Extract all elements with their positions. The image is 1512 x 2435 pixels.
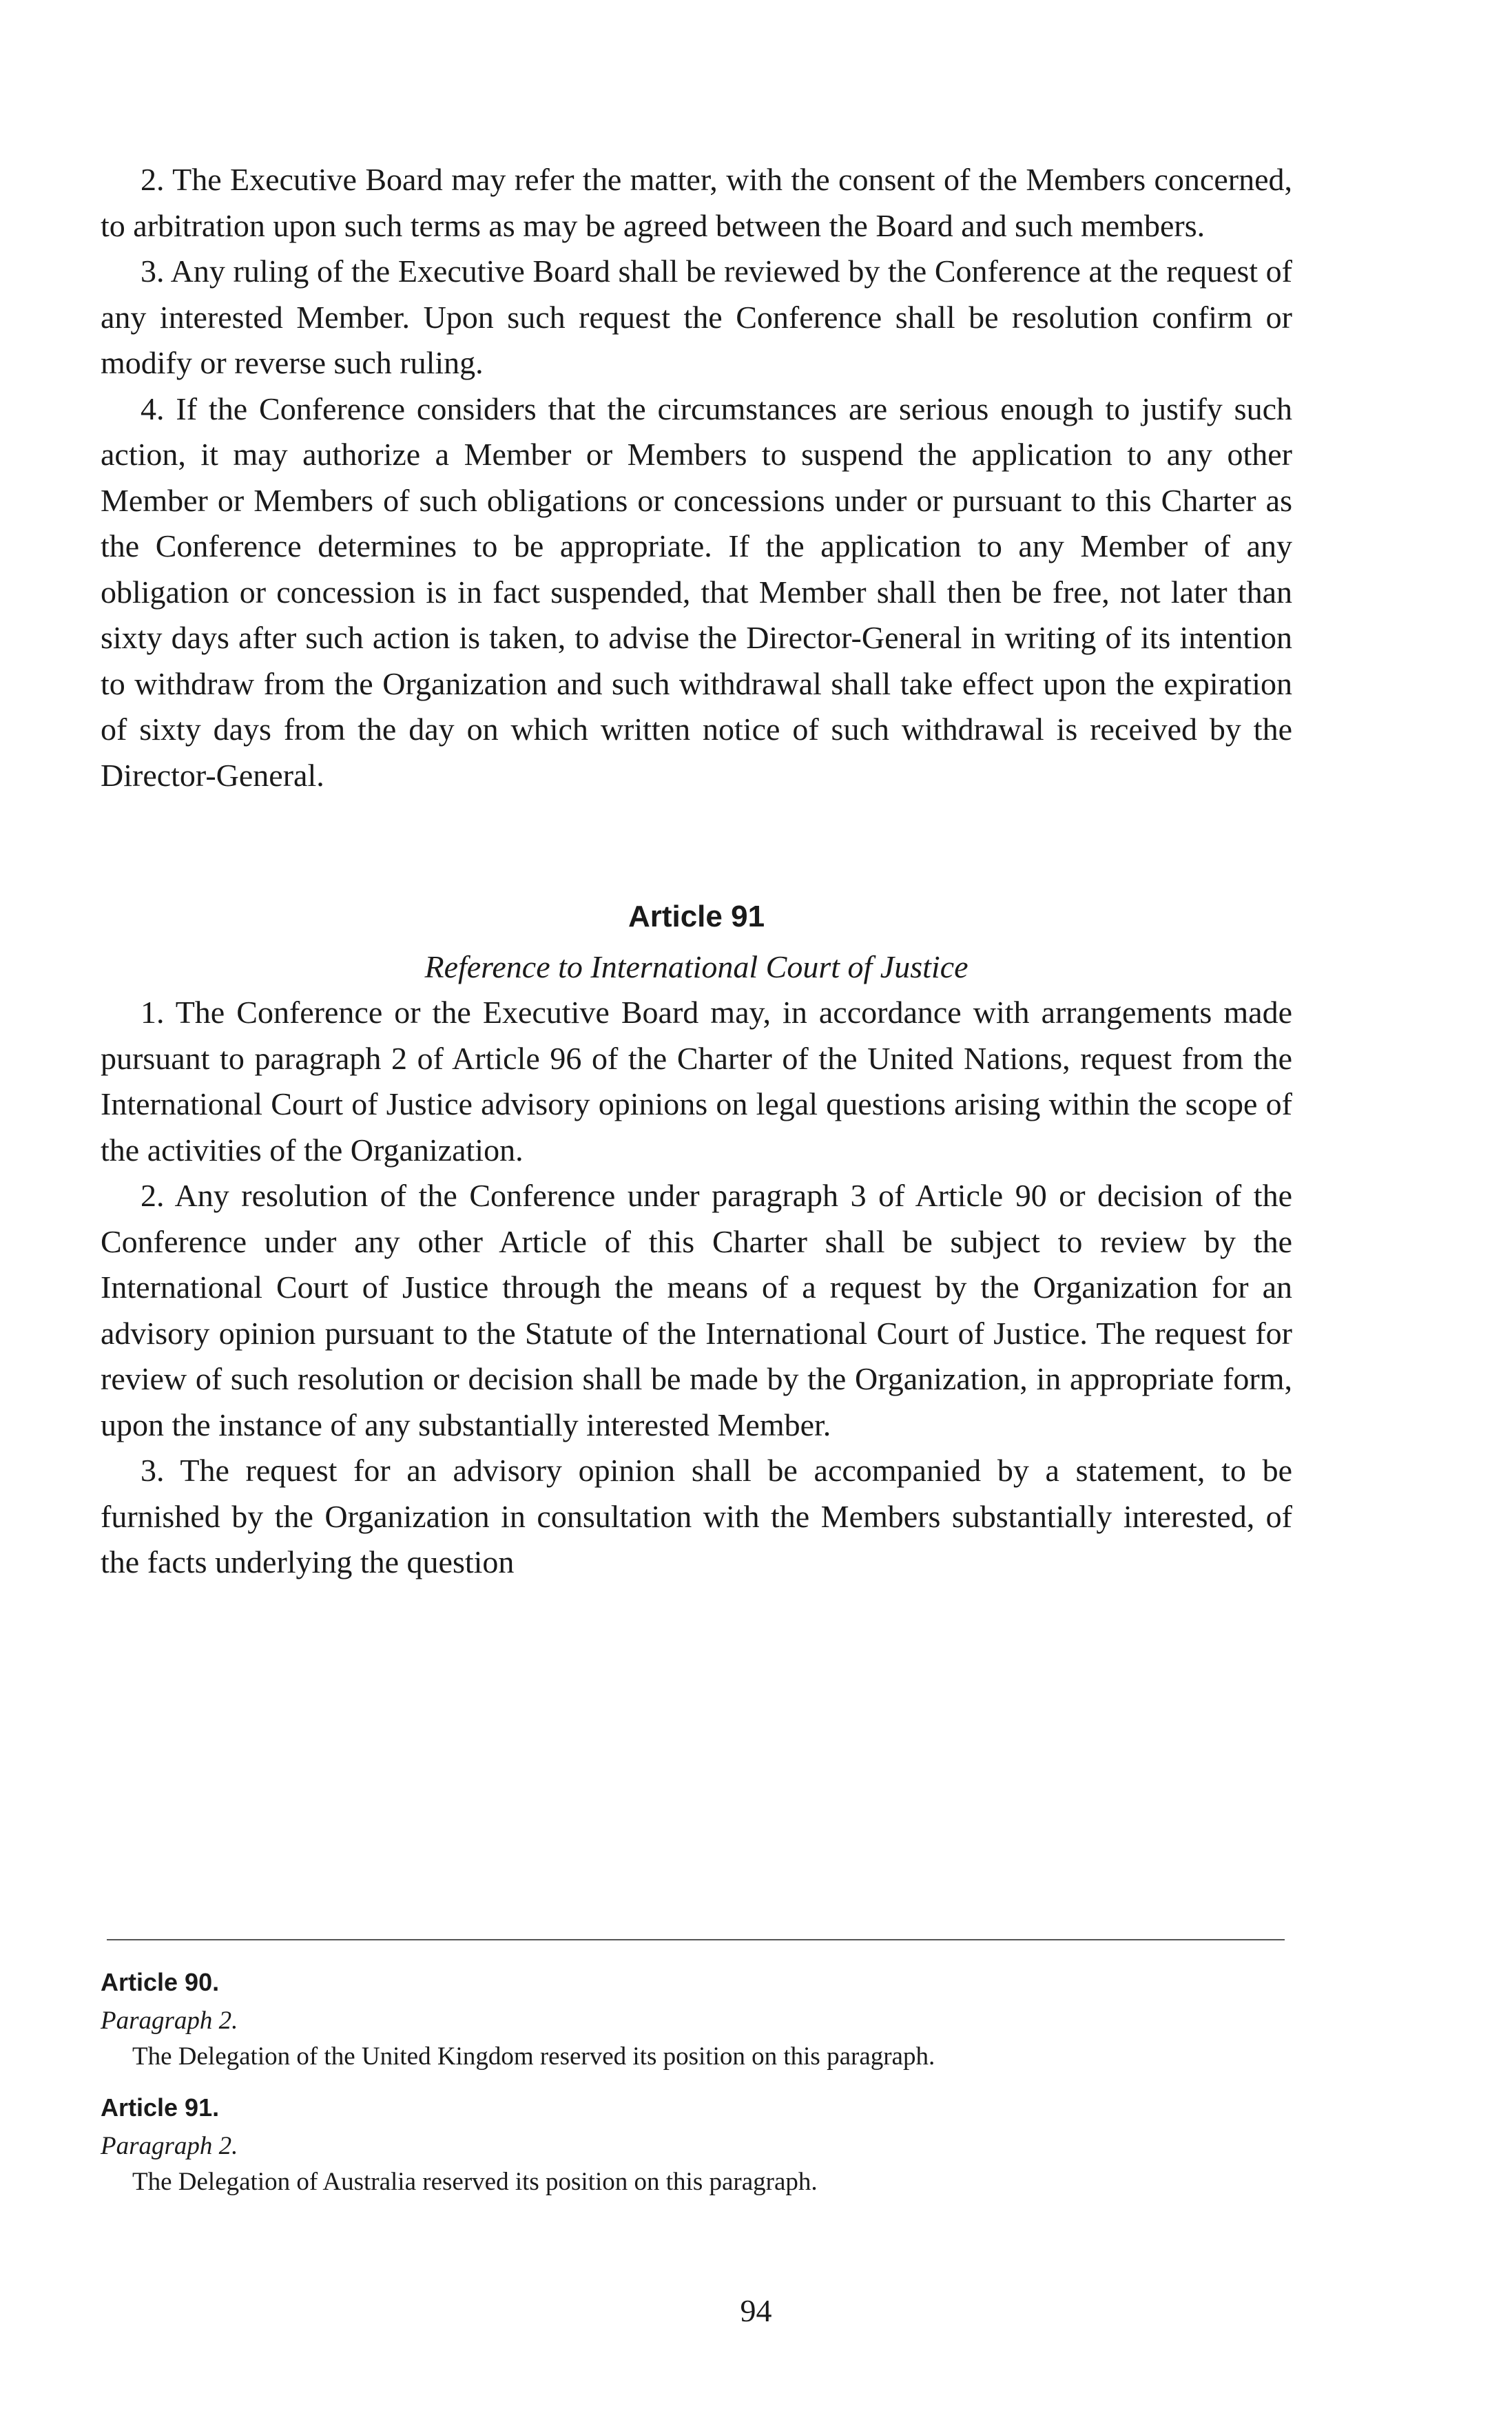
footnote-heading: Article 90. [101,1968,220,1996]
article-91-paragraph-2: 2. Any resolution of the Conference under paragraph 3 of Article 90 or decision of the Conference under any other Article of this Charter shall be subject to review by the International Court of Justice through the means of a request by the Organization for an advisory opinion pursuant to the Statute of the International Court of Justice. The request for review of such resolution or decision shall be made by the Organization, in appropriate form, upon the instance of any substantially interested Member. [101,1178,1292,1442]
paragraph-3-ruling-review: 3. Any ruling of the Executive Board shall be reviewed by the Conference at the request of any interested Member. Upon such request the Conference shall be resolution confirm or modify or reverse such ruling. [101,253,1292,380]
footnote-text: The Delegation of the United Kingdom reserved its position on this paragraph. [132,2042,935,2071]
footnote-text: The Delegation of Australia reserved its position on this paragraph. [132,2168,818,2196]
footnote-paragraph-ref: Paragraph 2. [101,2132,238,2160]
article-heading: Article 91 [628,900,765,933]
article-91-paragraph-3: 3. The request for an advisory opinion shall be accompanied by a statement, to be furnished by the Organization in consultation with the Members substantially interested, of the facts underlying the question [101,1453,1292,1579]
page-number: 94 [740,2293,772,2328]
footnote-divider [107,1939,1285,1940]
article-subtitle: Reference to International Court of Justice [424,949,969,984]
article-91-paragraph-1: 1. The Conference or the Executive Board may, in accordance with arrangements made pursuant to paragraph 2 of Article 96 of the Charter of the United Nations, request from the International Court of Justice advisory opinions on legal questions arising within the scope of the activities of the Organization. [101,995,1292,1168]
footnote-paragraph-ref: Paragraph 2. [101,2007,238,2035]
paragraph-2-executive-board-arbitration: 2. The Executive Board may refer the matter, with the consent of the Members concerned, to arbitration upon such terms as may be agreed between the Board and such members. [101,162,1292,243]
main-text [101,157,1292,1586]
footnote-heading: Article 91. [101,2093,220,2122]
paragraph-4-suspension-withdrawal: 4. If the Conference considers that the circumstances are serious enough to justify such action, it may authorize a Member or Members to suspend the application to any other Member or Members of such obligations or concessions under or pursuant to this Charter as the Conference determines to be appropriate. If the application to any Member of any obligation or concession is in fact suspended, that Member shall then be free, not later than sixty days after such action is taken, to advise the Director-General in writing of its intention to withdraw from the Organization and such withdrawal shall take effect upon the expiration of sixty days from the day on which written notice of such withdrawal is received by the Director-General. [101,391,1292,793]
footnotes [101,1965,1292,2215]
